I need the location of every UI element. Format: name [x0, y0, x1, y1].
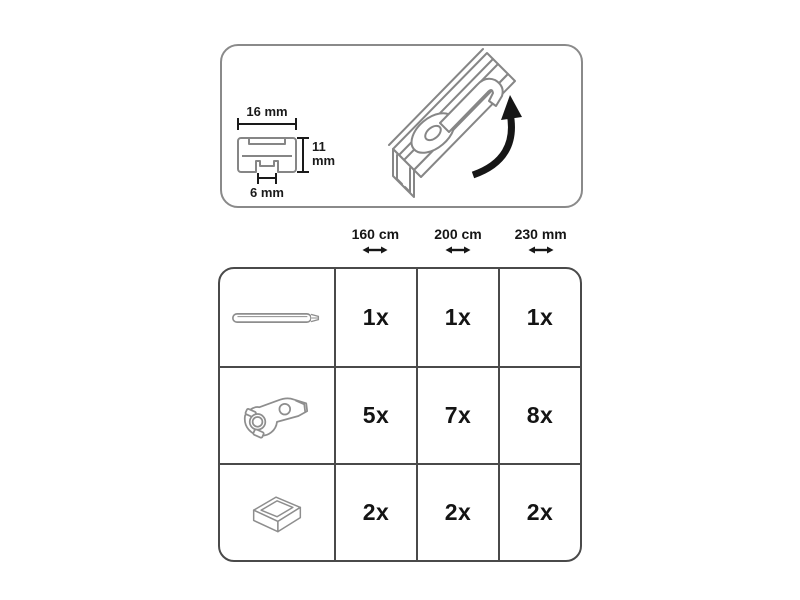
spec-box-drawing [222, 46, 581, 206]
quantity-value: 5x [362, 402, 390, 428]
table-cell-quantity [416, 463, 498, 560]
quantity-value: 8x [526, 402, 554, 428]
table-cell-quantity [416, 366, 498, 463]
parts-table [218, 267, 582, 562]
slot-dimension-label: 6 mm [250, 185, 284, 200]
table-cell-quantity [498, 463, 580, 560]
spec-box [220, 44, 583, 208]
table-cell-item-endcap [220, 463, 334, 560]
table-cell-quantity [498, 269, 580, 366]
table-cell-quantity [334, 463, 416, 560]
double-arrow-icon [528, 245, 554, 255]
height-dimension-label: 11 mm [312, 139, 336, 168]
table-cell-quantity [498, 366, 580, 463]
size-label: 200 cm [434, 226, 482, 242]
quantity-value: 1x [362, 304, 390, 330]
quantity-value: 2x [444, 499, 472, 525]
size-column-160 [334, 226, 417, 255]
quantity-value: 2x [362, 499, 390, 525]
rail-3d-illustration [389, 49, 515, 197]
double-arrow-icon [362, 245, 388, 255]
size-header [334, 226, 582, 255]
table-cell-quantity [334, 366, 416, 463]
table-cell-item-bracket [220, 366, 334, 463]
rail-cross-section-icon [238, 138, 296, 172]
width-dimension-label: 16 mm [246, 104, 288, 119]
quantity-value: 7x [444, 402, 472, 428]
quantity-value: 1x [444, 304, 472, 330]
quantity-value: 1x [526, 304, 554, 330]
size-column-230 [499, 226, 582, 255]
table-cell-quantity [416, 269, 498, 366]
quantity-value: 2x [526, 499, 554, 525]
end-cap-icon [249, 490, 305, 536]
size-label: 160 cm [351, 226, 400, 242]
table-cell-quantity [334, 269, 416, 366]
double-arrow-icon [445, 245, 471, 255]
size-column-200 [417, 226, 500, 255]
rail-icon [231, 308, 323, 328]
glider-bracket-icon [240, 391, 314, 441]
table-cell-item-rail [220, 269, 334, 366]
size-label: 230 mm [514, 226, 567, 242]
